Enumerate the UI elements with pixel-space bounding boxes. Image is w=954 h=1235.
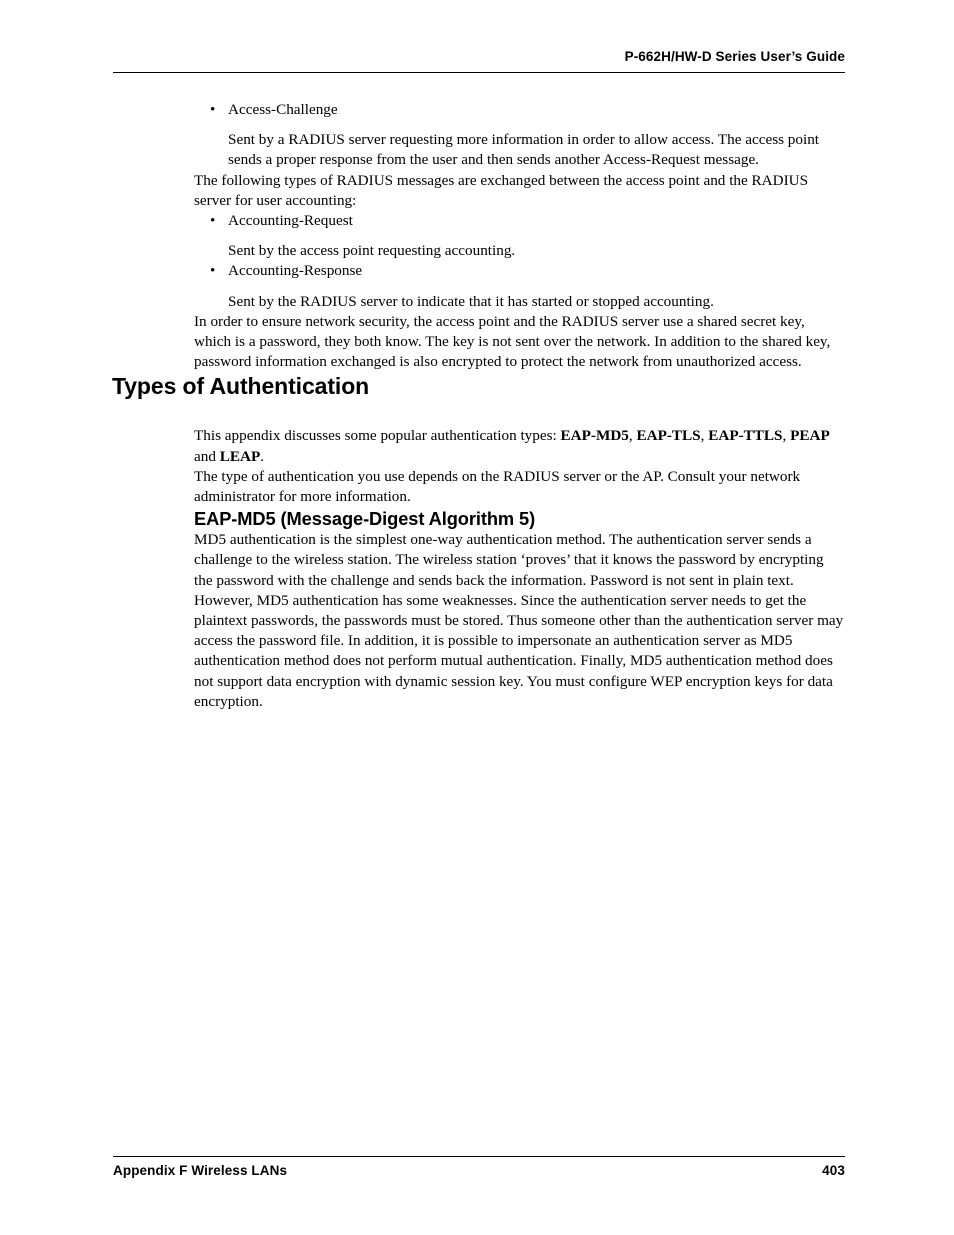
paragraph-md5-weaknesses: However, MD5 authentication has some weaknesses. Since the authentication server needs to get the plaintext passwords, the passwords must be stored. Thus someone other than the authentication server may access the password file. In addition, it is possible to impersonate an authentication server as MD5 authentication method does not perform mutual authentication. Finally, MD5 authentication method does not support data encryption with dynamic session key. You must configure WEP encryption keys for data encryption. bbox=[194, 591, 844, 710]
list-item bbox=[194, 261, 844, 281]
section-heading-eap-md5: EAP-MD5 (Message-Digest Algorithm 5) bbox=[194, 508, 536, 530]
list-item-description: Sent by the RADIUS server to indicate that it has started or stopped accounting. bbox=[228, 292, 714, 310]
body-column bbox=[194, 100, 844, 372]
term-leap: LEAP bbox=[219, 447, 261, 465]
paragraph-type-depends: The type of authentication you use depends on the RADIUS server or the AP. Consult your network administrator for more information. bbox=[194, 467, 801, 506]
page-header bbox=[113, 48, 845, 73]
bullet-list-accounting-response bbox=[194, 261, 844, 281]
page-content bbox=[112, 100, 845, 712]
bullet-dot-icon: • bbox=[210, 262, 216, 280]
bullet-dot-icon: • bbox=[210, 212, 216, 230]
page-title: Types of Authentication bbox=[112, 373, 370, 400]
paragraph-md5-simplest: MD5 authentication is the simplest one-way authentication method. The authentication server sends a challenge to the wireless station. The wireless station ‘proves’ that it knows the password by encrypting the password with the challenge and sends back the information. Password is not sent in plain text. bbox=[194, 531, 824, 589]
footer-divider bbox=[113, 1156, 845, 1157]
list-item-label: Accounting-Response bbox=[228, 262, 363, 280]
term-peap: PEAP bbox=[790, 427, 830, 445]
body-column-lower bbox=[194, 426, 844, 712]
para-lead: This appendix discusses some popular authentication types: bbox=[194, 427, 561, 445]
bullet-dot-icon: • bbox=[210, 101, 216, 118]
para-tail: . bbox=[260, 447, 265, 465]
page-footer bbox=[113, 1156, 845, 1179]
separator-3: , bbox=[782, 427, 791, 445]
term-eap-ttls: EAP-TTLS bbox=[708, 427, 783, 445]
list-item-description: Sent by the access point requesting accounting. bbox=[228, 242, 516, 260]
paragraph-shared-secret: In order to ensure network security, the access point and the RADIUS server use a shared secret key, which is a password, they both know. The key is not sent over the network. In addition to the shared key, password information exchanged is also encrypted to protect the network from unauthorized access. bbox=[194, 312, 831, 371]
term-eap-md5: EAP-MD5 bbox=[560, 427, 629, 445]
separator-2: , bbox=[700, 427, 709, 445]
page-number: 403 bbox=[822, 1163, 845, 1178]
list-item bbox=[194, 100, 844, 120]
list-item bbox=[194, 211, 844, 231]
footer-section-label: Appendix F Wireless LANs bbox=[113, 1163, 288, 1178]
header-divider bbox=[113, 72, 845, 73]
list-item-description: Sent by a RADIUS server requesting more information in order to allow access. The access point sends a proper response from the user and then sends another Access-Request message. bbox=[228, 131, 820, 169]
paragraph-authentication-types bbox=[194, 426, 844, 466]
list-item-label: Access-Challenge bbox=[228, 101, 338, 118]
footer-row bbox=[113, 1162, 845, 1179]
list-item-label: Accounting-Request bbox=[228, 212, 353, 230]
bullet-list-accounting bbox=[194, 211, 844, 231]
header-title: P-662H/HW-D Series User’s Guide bbox=[624, 49, 845, 64]
term-eap-tls: EAP-TLS bbox=[636, 427, 701, 445]
separator-1: , bbox=[628, 427, 637, 445]
separator-4: and bbox=[194, 447, 220, 465]
paragraph-accounting-intro: The following types of RADIUS messages are exchanged between the access point and the RADIUS server for user accounting: bbox=[194, 171, 809, 209]
bullet-list-access bbox=[194, 100, 844, 120]
